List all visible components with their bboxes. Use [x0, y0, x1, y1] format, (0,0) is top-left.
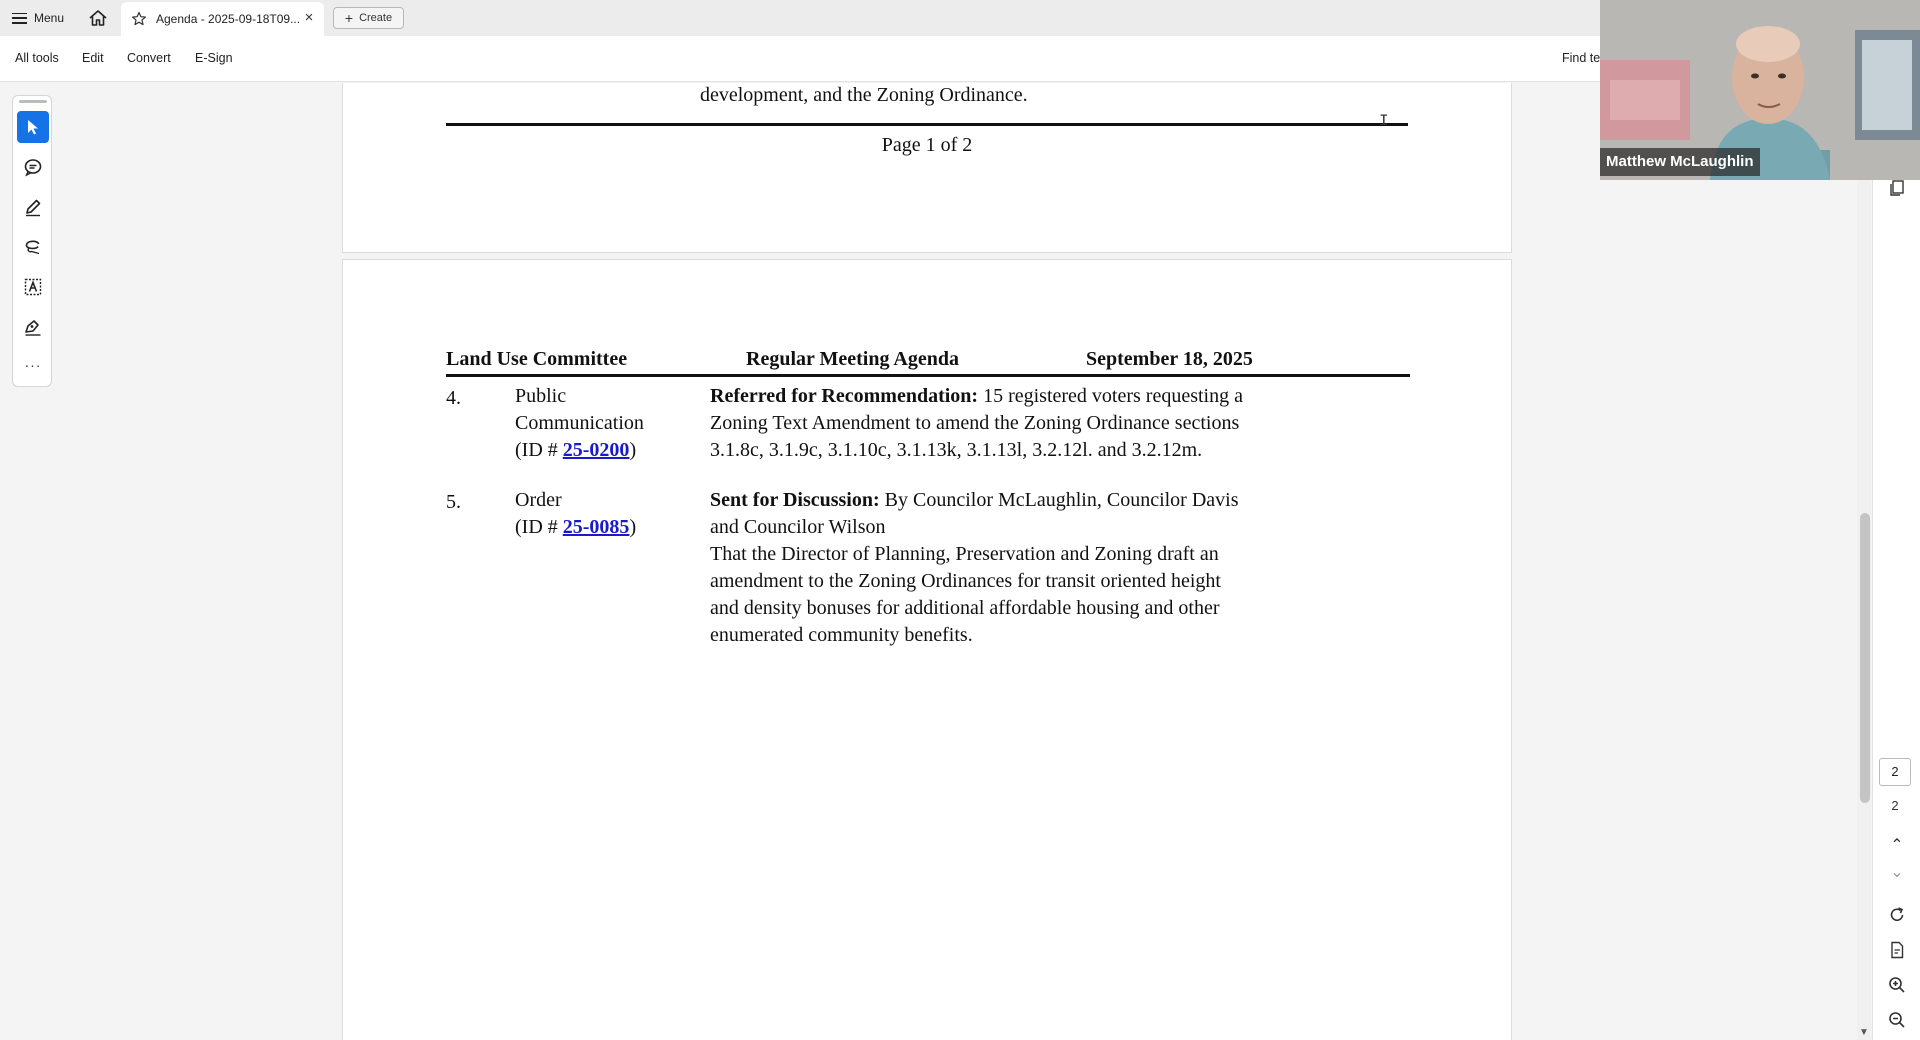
item-type [515, 487, 705, 541]
menu-bar [0, 36, 1600, 82]
page-settings-icon[interactable] [1887, 940, 1907, 960]
item-lead: Sent for Discussion: [710, 489, 880, 511]
scroll-down-arrow-icon[interactable]: ▼ [1859, 1027, 1869, 1038]
menu-item-e-sign[interactable]: E-Sign [195, 51, 233, 65]
item-type-line: Public [515, 385, 567, 407]
page1-trailing-line: development, and the Zoning Ordinance. [700, 84, 1028, 106]
close-tab-icon[interactable]: × [304, 9, 314, 26]
item-text: 15 registered voters requesting a Zoning Text Amendment to amend the Zoning Ordinance sections 3.1.8c, 3.1.9c, 3.1.10c, 3.1.13k, 3.1.13l, 3.2.12l. and 3.2.12m. [710, 385, 1243, 461]
item-second-paragraph: That the Director of Planning, Preservation and Zoning draft an amendment to the Zoning Ordinances for transit oriented height and density bonuses for additional affordable housing and other enumerated community benefits. [710, 543, 1221, 646]
next-page-icon[interactable]: ⌄ [1890, 864, 1904, 881]
header-rule [446, 374, 1410, 377]
id-suffix: ) [629, 439, 637, 461]
lasso-icon [23, 237, 43, 257]
pen-icon [23, 197, 43, 217]
id-prefix: (ID # [515, 439, 563, 461]
item-type [515, 383, 705, 464]
menu-item-edit[interactable]: Edit [82, 51, 104, 65]
id-prefix: (ID # [515, 516, 563, 538]
page1-page-number: Page 1 of 2 [881, 134, 973, 156]
rotate-icon[interactable] [1887, 905, 1907, 925]
page1-footer-rule [446, 123, 1408, 126]
item-first-paragraph [710, 487, 1250, 541]
id-link[interactable]: 25-0200 [562, 439, 630, 461]
id-link[interactable]: 25-0085 [562, 516, 630, 538]
text-box-icon [23, 277, 43, 297]
total-pages: 2 [1891, 798, 1899, 813]
rail-grip[interactable] [19, 100, 47, 103]
sign-tool[interactable] [17, 311, 49, 343]
item-type-line: Order [515, 489, 562, 511]
header-agenda-title: Regular Meeting Agenda [746, 348, 959, 370]
item-description [710, 383, 1250, 464]
tab-bar [0, 0, 1600, 36]
right-rail [1872, 170, 1920, 1040]
scrollbar-thumb[interactable] [1860, 513, 1870, 803]
create-button[interactable] [333, 7, 404, 29]
create-label: Create [359, 12, 393, 24]
menu-item-all-tools[interactable]: All tools [15, 51, 59, 65]
hamburger-icon [12, 13, 27, 24]
pointer-icon [23, 117, 43, 137]
star-icon[interactable] [131, 11, 147, 27]
document-viewport[interactable] [54, 83, 1866, 1040]
menu-label: Menu [34, 11, 65, 25]
item-text: By Councilor McLaughlin, Councilor Davis and Councilor Wilson [710, 489, 1239, 538]
find-text-button[interactable]: Find te [1562, 51, 1601, 65]
item-description [710, 487, 1250, 649]
video-tile[interactable] [1600, 0, 1920, 180]
zoom-out-icon[interactable] [1887, 1010, 1907, 1030]
item-number: 5. [446, 491, 461, 513]
text-cursor-icon: I [1379, 112, 1389, 130]
comment-icon [23, 157, 43, 177]
document-page-2 [342, 259, 1512, 1040]
copy-pages-icon[interactable] [1887, 178, 1907, 198]
item-type-line: Communication [515, 412, 644, 434]
zoom-in-icon[interactable] [1887, 975, 1907, 995]
menu-item-convert[interactable]: Convert [127, 51, 171, 65]
home-icon[interactable] [88, 9, 108, 27]
tab-document[interactable] [121, 2, 324, 36]
item-id [515, 437, 705, 464]
highlight-tool[interactable] [17, 191, 49, 223]
document-page-1 [342, 83, 1512, 253]
item-id [515, 514, 705, 541]
header-date: September 18, 2025 [1086, 348, 1253, 370]
menu-button[interactable] [12, 8, 64, 28]
tab-title: Agenda - 2025-09-18T09... [156, 12, 301, 26]
vertical-scrollbar[interactable] [1857, 83, 1871, 1040]
current-page-input[interactable]: 2 [1879, 758, 1911, 786]
item-lead: Referred for Recommendation: [710, 385, 979, 407]
comment-tool[interactable] [17, 151, 49, 183]
more-tools-button[interactable]: ··· [24, 357, 42, 373]
participant-name: Matthew McLaughlin [1600, 148, 1760, 176]
draw-tool[interactable] [17, 231, 49, 263]
header-committee: Land Use Committee [446, 348, 628, 370]
plus-icon: + [344, 10, 354, 26]
text-tool[interactable] [17, 271, 49, 303]
previous-page-icon[interactable]: ⌃ [1890, 837, 1904, 854]
select-tool[interactable] [17, 111, 49, 143]
signature-pen-icon [23, 317, 43, 337]
quick-tools-rail [12, 95, 52, 387]
item-number: 4. [446, 387, 461, 409]
id-suffix: ) [629, 516, 637, 538]
